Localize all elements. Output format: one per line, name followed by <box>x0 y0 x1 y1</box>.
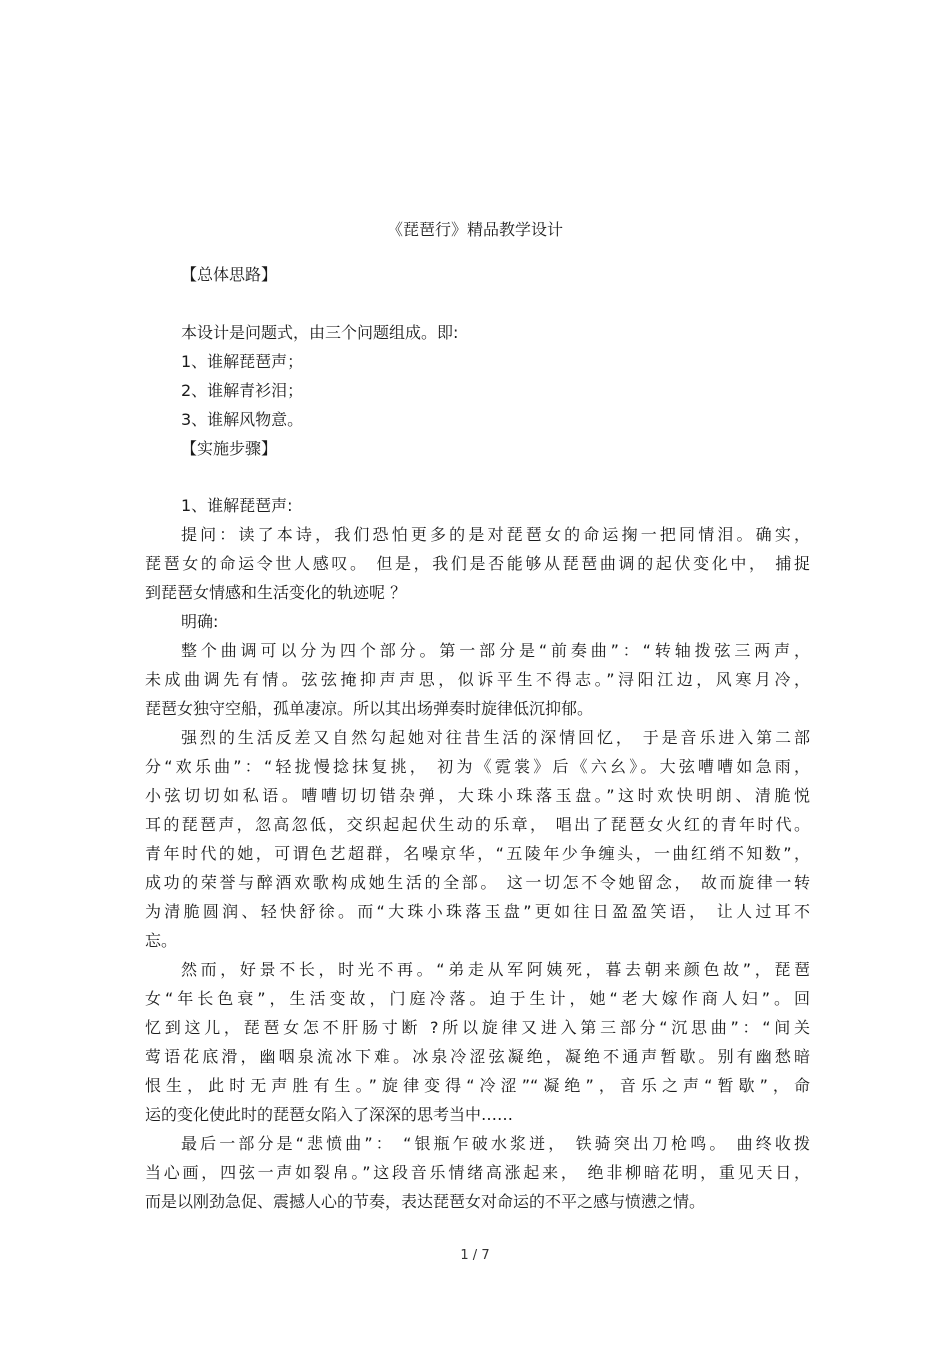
section-heading-steps: 【实施步骤】 <box>181 439 278 458</box>
paragraph-line: 到琵琶女情感和生活变化的轨迹呢 ？ <box>145 583 407 602</box>
paragraph-line: 提问：读了本诗，我们恐怕更多的是对琵琶女的命运掬一把同情泪。确实， <box>181 525 810 544</box>
paragraph-line: 女“年长色衰”，生活变故，门庭冷落。迫于生计，她“老大嫁作商人妇”。回 <box>145 989 810 1008</box>
paragraph-line: 分“欢乐曲”：“轻拢慢捻抹复挑， 初为《霓裳》后《六幺》。大弦嘈嘈如急雨， <box>145 757 810 776</box>
paragraph-line: 青年时代的她，可谓色艺超群，名噪京华，“五陵年少争缠头，一曲红绡不知数”， <box>145 844 810 863</box>
question-list <box>145 318 810 463</box>
paragraph-line: 运的变化使此时的琵琶女陷入了深深的思考当中…… <box>145 1105 514 1124</box>
paragraph-line: 为清脆圆润、轻快舒徐。而“大珠小珠落玉盘”更如往日盈盈笑语， 让人过耳不 <box>145 902 810 921</box>
paragraph-line: 成功的荣誉与醉酒欢歌构成她生活的全部。 这一切怎不令她留念， 故而旋律一转 <box>145 873 810 892</box>
intro-text: 本设计是问题式，由三个问题组成。即: <box>181 323 459 342</box>
paragraph-line: 当心画，四弦一声如裂帛。”这段音乐情绪高涨起来， 绝非柳暗花明，重见天日， <box>145 1163 810 1182</box>
paragraph-line: 小弦切切如私语。嘈嘈切切错杂弹，大珠小珠落玉盘。”这时欢快明朗、清脆悦 <box>145 786 810 805</box>
page-number: 1 / 7 <box>460 1248 490 1263</box>
step1-heading: 1、谁解琵琶声: <box>181 496 293 515</box>
paragraph-line: 整个曲调可以分为四个部分。第一部分是“前奏曲”：“转轴拨弦三两声， <box>181 641 810 660</box>
paragraph-line: 莺语花底滑，幽咽泉流冰下难。冰泉冷涩弦凝绝，凝绝不通声暂歇。别有幽愁暗 <box>145 1047 810 1066</box>
paragraph-line: 强烈的生活反差又自然勾起她对往昔生活的深情回忆， 于是音乐进入第二部 <box>181 728 810 747</box>
paragraph-line: 忆到这儿，琵琶女怎不肝肠寸断 ?所以旋律又进入第三部分“沉思曲”：“间关 <box>145 1018 810 1037</box>
paragraph-line: 未成曲调先有情。弦弦掩抑声声思，似诉平生不得志。”浔阳江边，风寒月冷， <box>145 670 810 689</box>
question-item: 2、谁解青衫泪； <box>181 381 304 400</box>
question-item: 1、谁解琵琶声； <box>181 352 304 371</box>
section-heading-overall: 【总体思路】 <box>181 265 278 284</box>
question-item: 3、谁解风物意。 <box>181 410 304 429</box>
paragraph-line: 而是以刚劲急促、震撼人心的节奏，表达琵琶女对命运的不平之感与愤懑之情。 <box>145 1192 706 1211</box>
overall-section <box>145 260 810 289</box>
paragraph-line: 耳的琵琶声，忽高忽低，交织起起伏生动的乐章， 唱出了琵琶女火红的青年时代。 <box>145 815 810 834</box>
paragraph-line: 恨生，此时无声胜有生。”旋律变得“冷涩”“凝绝”，音乐之声“暂歇”，命 <box>145 1076 810 1095</box>
paragraph-line: 忘。 <box>145 931 178 950</box>
clarify-label: 明确: <box>181 612 219 631</box>
document-title: 《琵琶行》精品教学设计 <box>386 220 563 239</box>
paragraph-line: 琵琶女的命运令世人感叹。 但是，我们是否能够从琵琶曲调的起伏变化中， 捕捉 <box>145 554 810 573</box>
step1-section <box>145 491 810 1216</box>
paragraph-line: 琵琶女独守空船，孤单凄凉。所以其出场弹奏时旋律低沉抑郁。 <box>145 699 594 718</box>
paragraph-line: 最后一部分是“悲愤曲”： “银瓶乍破水浆迸， 铁骑突出刀枪鸣。 曲终收拨 <box>181 1134 810 1153</box>
paragraph-line: 然而，好景不长，时光不再。“弟走从军阿姨死，暮去朝来颜色故”，琵琶 <box>181 960 810 979</box>
